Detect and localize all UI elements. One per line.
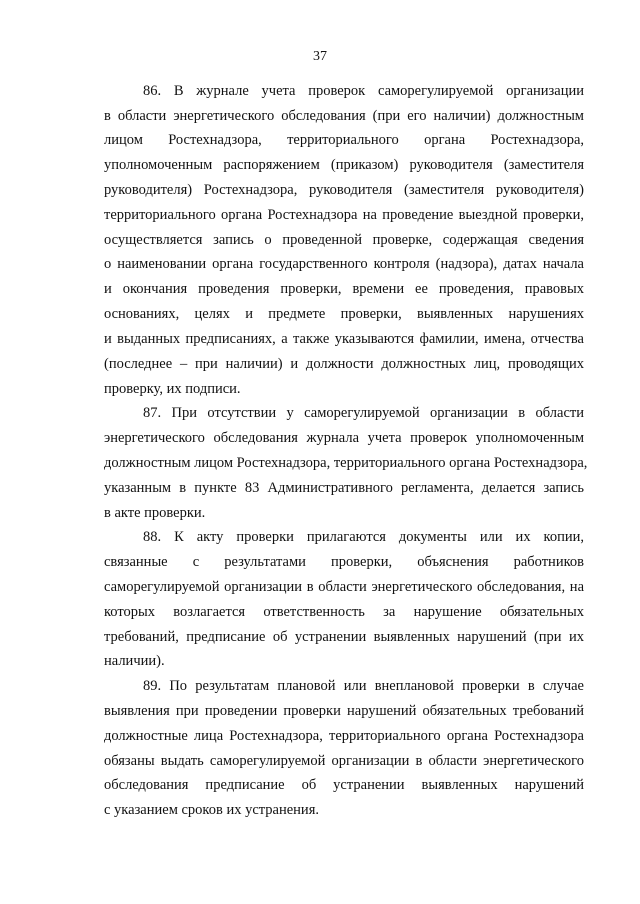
- text-line: проверку, их подписи.: [104, 381, 241, 397]
- text-line: о наименовании органа государственного контроля (надзора), датах начала: [104, 256, 584, 272]
- text-line: требований, предписание об устранении выявленных нарушений (при их: [104, 629, 584, 645]
- text-line: указанным в пункте 83 Административного регламента, делается запись: [104, 480, 584, 496]
- text-line: должностным лицом Ростехнадзора, территориального органа Ростехнадзора,: [104, 455, 588, 471]
- text-line: связанные с результатами проверки, объяснения работников: [104, 554, 584, 570]
- text-line: уполномоченным распоряжением (приказом) руководителя (заместителя: [104, 157, 584, 173]
- text-line: с указанием сроков их устранения.: [104, 802, 319, 818]
- text-line: выявления при проведении проверки нарушений обязательных требований: [104, 703, 584, 719]
- text-line: (последнее – при наличии) и должности должностных лиц, проводящих: [104, 356, 584, 372]
- text-line: руководителя) Ростехнадзора, руководителя (заместителя руководителя): [104, 182, 584, 198]
- text-line: осуществляется запись о проведенной проверке, содержащая сведения: [104, 232, 584, 248]
- text-line-p88-1: 88. К акту проверки прилагаются документы или их копии,: [143, 529, 584, 545]
- text-line: территориального органа Ростехнадзора на проведение выездной проверки,: [104, 207, 584, 223]
- text-line-p86-1: 86. В журнале учета проверок саморегулируемой организации: [143, 83, 584, 99]
- text-line: саморегулируемой организации в области энергетического обследования, на: [104, 579, 584, 595]
- text-line: должностные лица Ростехнадзора, территориального органа Ростехнадзора: [104, 728, 584, 744]
- text-line: лицом Ростехнадзора, территориального органа Ростехнадзора,: [104, 132, 584, 148]
- text-line: основаниях, целях и предмете проверки, выявленных нарушениях: [104, 306, 584, 322]
- text-line: и выданных предписаниях, а также указываются фамилии, имена, отчества: [104, 331, 584, 347]
- text-line: в акте проверки.: [104, 505, 206, 521]
- text-line: энергетического обследования журнала учета проверок уполномоченным: [104, 430, 584, 446]
- text-line: наличии).: [104, 653, 165, 669]
- text-line: в области энергетического обследования (при его наличии) должностным: [104, 108, 584, 124]
- text-line: обследования предписание об устранении выявленных нарушений: [104, 777, 584, 793]
- text-line-p87-1: 87. При отсутствии у саморегулируемой организации в области: [143, 405, 584, 421]
- text-line: обязаны выдать саморегулируемой организации в области энергетического: [104, 753, 584, 769]
- page-number: 37: [313, 49, 327, 64]
- text-line-p89-1: 89. По результатам плановой или внеплановой проверки в случае: [143, 678, 584, 694]
- text-line: и окончания проведения проверки, времени ее проведения, правовых: [104, 281, 584, 297]
- text-line: которых возлагается ответственность за нарушение обязательных: [104, 604, 584, 620]
